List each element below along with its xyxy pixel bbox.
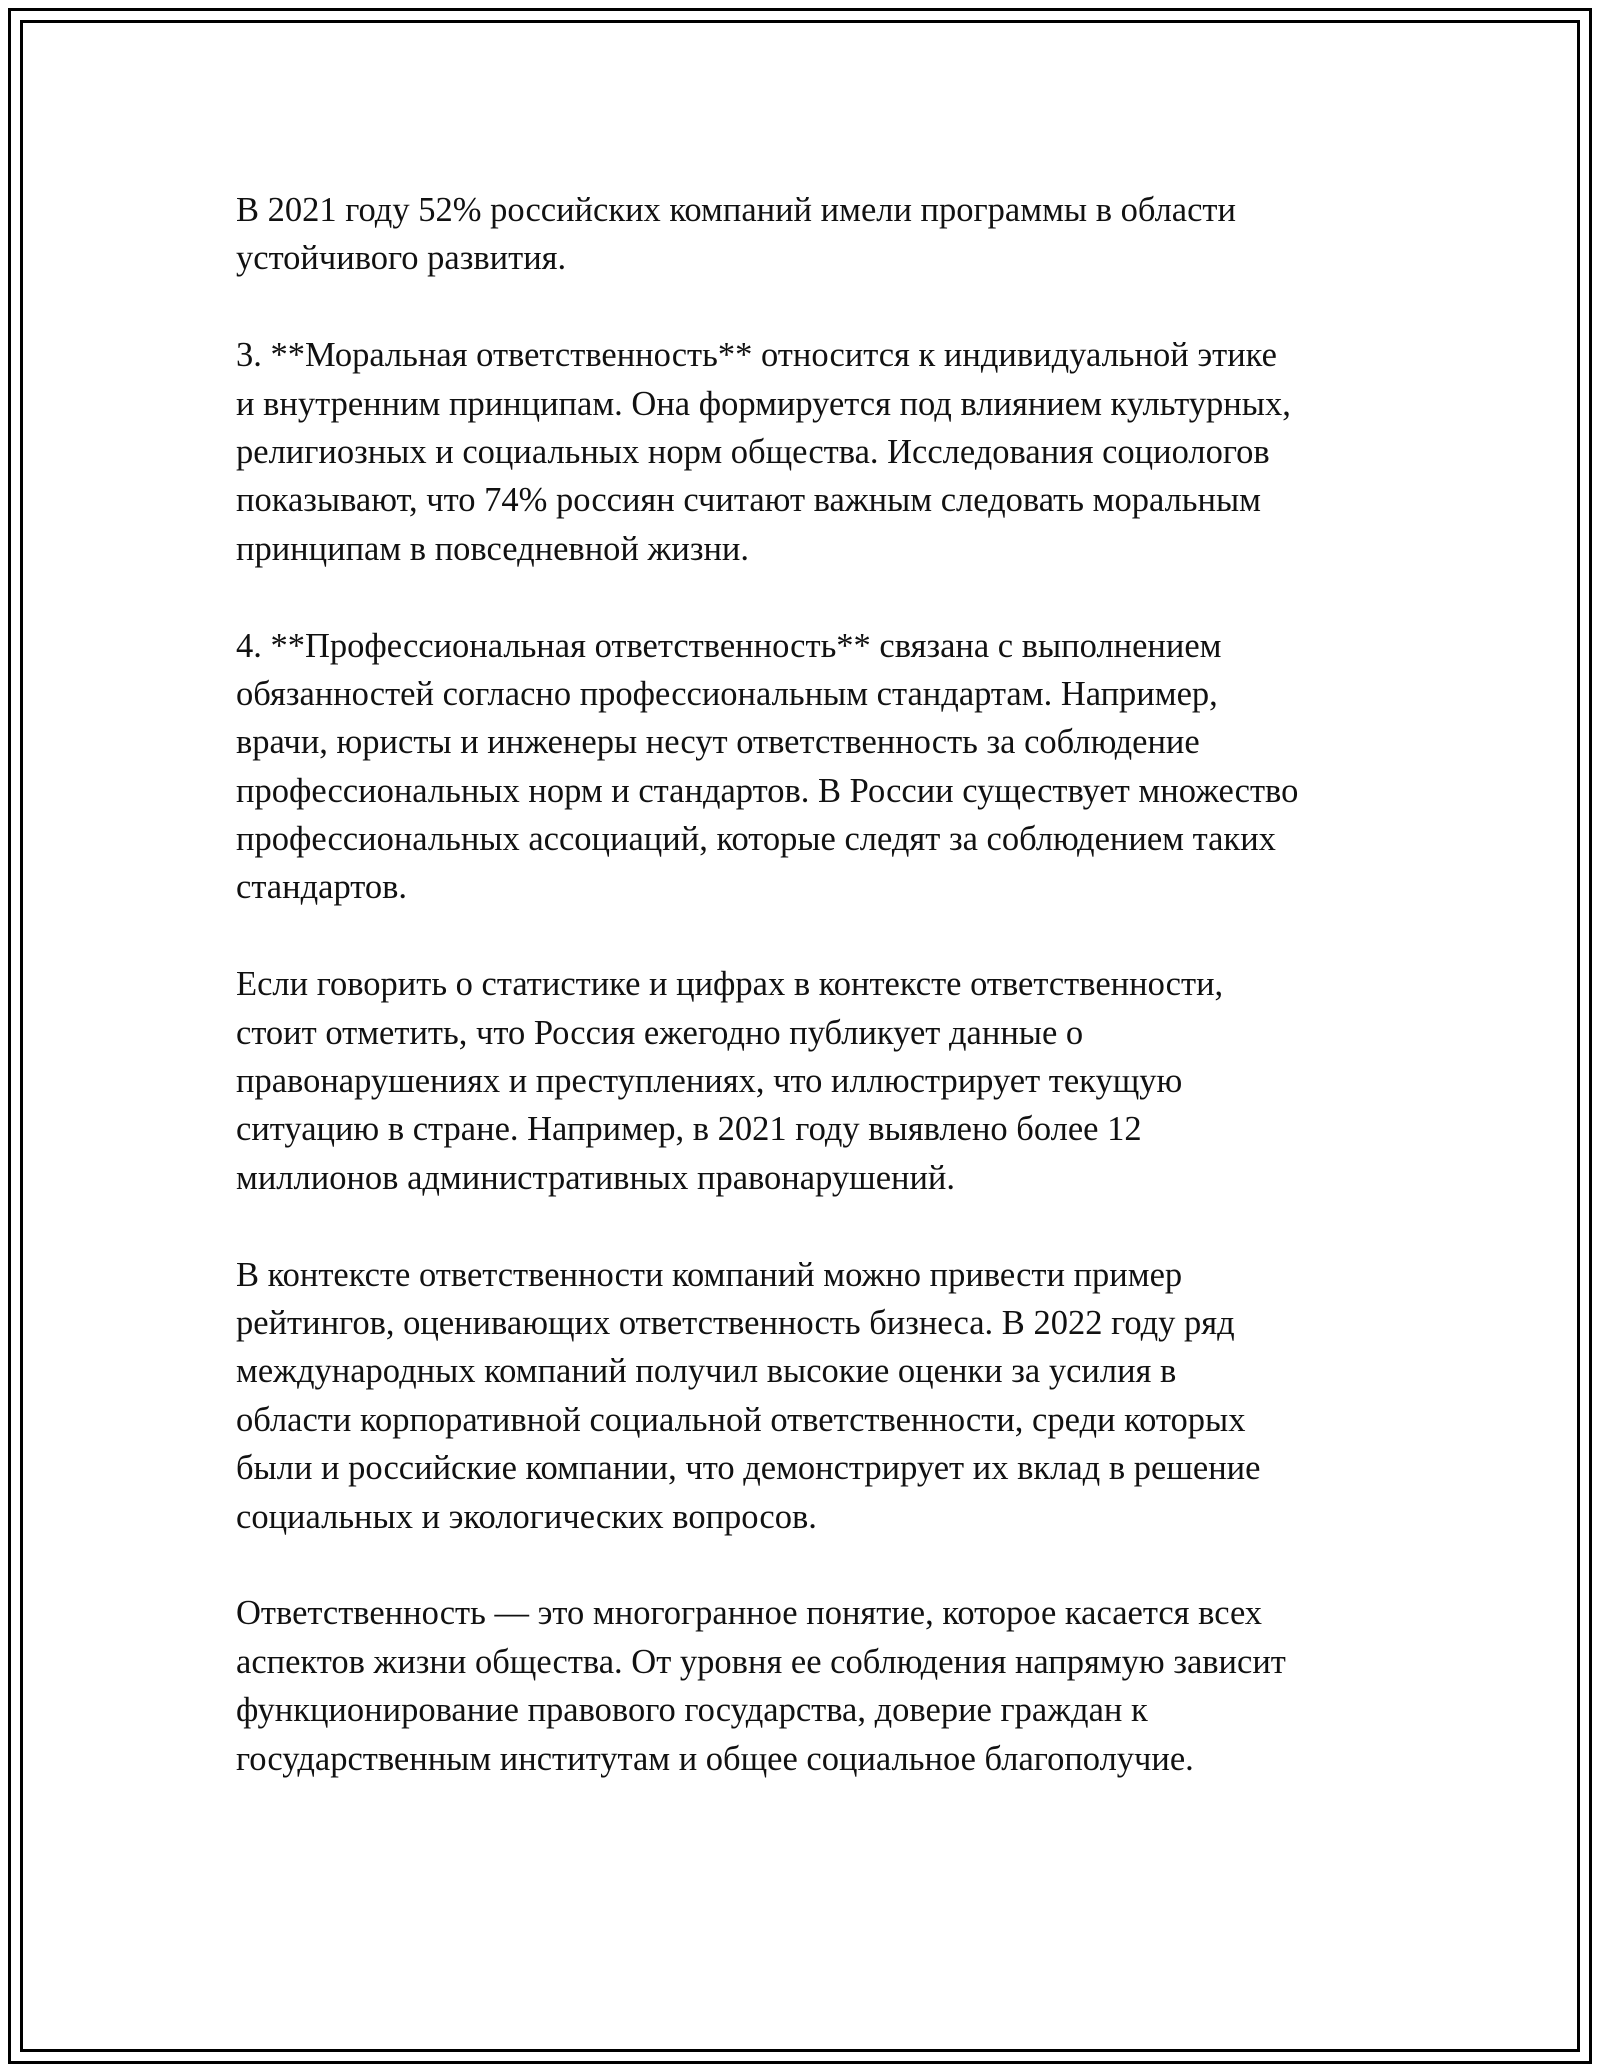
paragraph [236,1589,1396,1783]
text-line: социальных и экологических вопросов. [236,1497,817,1536]
text-line: В 2021 году 52% российских компаний имели программы в области [236,191,1236,229]
text-line: 4. **Профессиональная ответственность** связана с выполнением [236,626,1222,665]
paragraph [236,331,1396,573]
text-line: области корпоративной социальной ответственности, среди которых [236,1400,1246,1439]
text-line: государственным институтам и общее социальное благополучие. [236,1739,1194,1778]
text-line: миллионов административных правонарушений. [236,1158,956,1197]
text-line: религиозных и социальных норм общества. Исследования социологов [236,432,1270,471]
text-line: устойчивого развития. [236,239,567,278]
text-line: рейтингов, оценивающих ответственность бизнеса. В 2022 году ряд [236,1303,1235,1342]
text-line: стандартов. [236,868,408,907]
text-line: принципам в повседневной жизни. [236,529,750,568]
text-line: профессиональных норм и стандартов. В России существует множество [236,771,1299,810]
paragraph [236,186,1396,283]
paragraph [236,622,1396,912]
text-line: показывают, что 74% россиян считают важным следовать моральным [236,481,1261,520]
document-body [236,186,1396,1831]
text-line: 3. **Моральная ответственность** относится к индивидуальной этике [236,336,1277,375]
text-line: стоит отметить, что Россия ежегодно публикует данные о [236,1013,1084,1052]
text-line: Если говорить о статистике и цифрах в контексте ответственности, [236,965,1224,1004]
text-line: Ответственность — это многогранное понятие, которое касается всех [236,1594,1263,1633]
text-line: были и российские компании, что демонстрирует их вклад в решение [236,1449,1261,1488]
text-line: обязанностей согласно профессиональным стандартам. Например, [236,674,1218,713]
paragraph [236,1251,1396,1541]
text-line: В контексте ответственности компаний можно привести пример [236,1255,1183,1294]
text-line: аспектов жизни общества. От уровня ее соблюдения напрямую зависит [236,1642,1286,1681]
paragraph [236,960,1396,1202]
text-line: и внутренним принципам. Она формируется под влиянием культурных, [236,384,1291,423]
text-line: ситуацию в стране. Например, в 2021 году выявлено более 12 [236,1110,1142,1149]
text-line: правонарушениях и преступлениях, что иллюстрирует текущую [236,1062,1183,1101]
text-line: функционирование правового государства, доверие граждан к [236,1691,1148,1730]
text-line: профессиональных ассоциаций, которые следят за соблюдением таких [236,820,1276,859]
text-line: врачи, юристы и инженеры несут ответственность за соблюдение [236,723,1200,762]
text-line: международных компаний получил высокие оценки за усилия в [236,1352,1177,1391]
